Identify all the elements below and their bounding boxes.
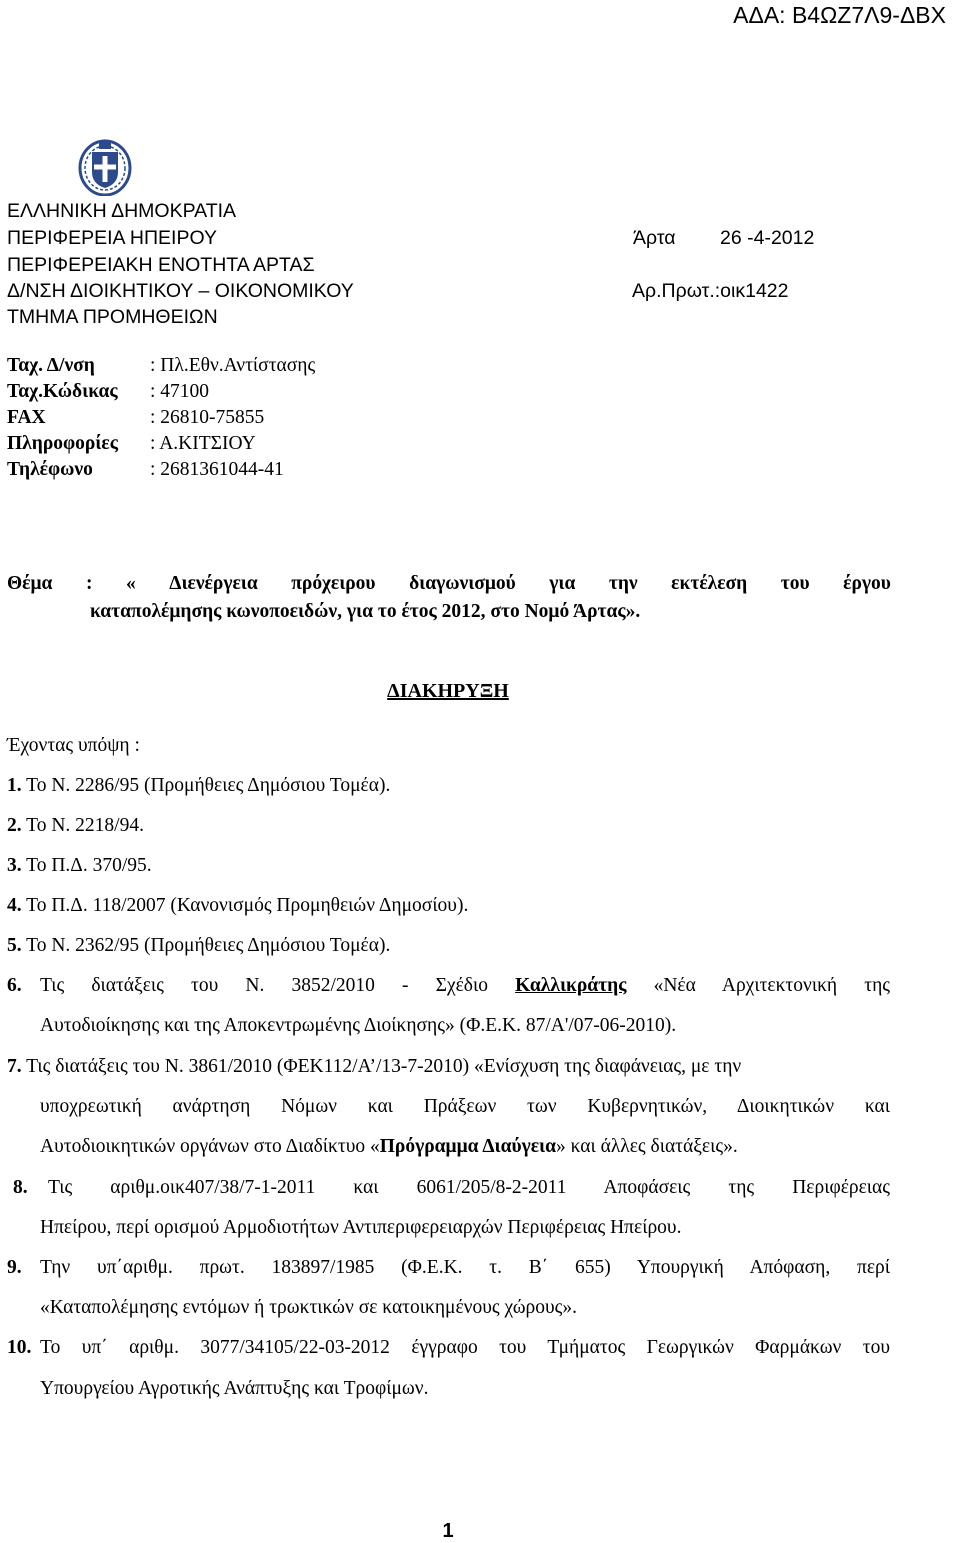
subject-word: « xyxy=(125,573,136,594)
item-text: «Νέα Αρχιτεκτονική της xyxy=(626,975,890,996)
subject-line-1 xyxy=(7,570,891,598)
list-item-2 xyxy=(7,815,144,837)
item-9-line-2: «Καταπολέμησης εντόμων ή τρωκτικών σε κατοικημένους χώρους». xyxy=(40,1297,578,1318)
header-line-4: Δ/ΝΣΗ ΔΙΟΙΚΗΤΙΚΟΥ – ΟΙΚΟΝΟΜΙΚΟΥ xyxy=(7,280,354,302)
ada-code: ΑΔΑ: Β4ΩΖ7Λ9-ΔΒΧ xyxy=(733,2,946,28)
info-label-phone: Τηλέφωνο xyxy=(7,459,93,480)
subject-word: του xyxy=(780,573,810,594)
header-line-3: ΠΕΡΙΦΕΡΕΙΑΚΗ ΕΝΟΤΗΤΑ ΑΡΤΑΣ xyxy=(7,254,315,276)
subject-word: την xyxy=(608,573,638,594)
item-number: 7. xyxy=(7,1056,22,1077)
info-value-fax: : 26810-75855 xyxy=(150,407,265,428)
subject xyxy=(7,570,891,626)
item-text: Το Π.Δ. 370/95. xyxy=(21,855,152,876)
item-text: Τις διατάξεις του Ν. 3852/2010 - Σχέδιο xyxy=(40,975,516,996)
subject-word: για xyxy=(549,573,576,594)
item-6-line-1 xyxy=(40,975,890,997)
considering-intro: Έχοντας υπόψη : xyxy=(7,735,140,756)
subject-word: Θέμα xyxy=(7,573,53,594)
item-6-line-2: Αυτοδιοίκησης και της Αποκεντρωμένης Διοίκησης» (Φ.Ε.Κ. 87/Α'/07-06-2010). xyxy=(40,1015,677,1036)
subject-word: εκτέλεση xyxy=(671,573,748,594)
item-text: Το Ν. 2218/94. xyxy=(21,815,144,836)
greek-emblem-icon xyxy=(78,138,132,196)
item-7-line-1 xyxy=(7,1056,741,1078)
item-number: 9. xyxy=(7,1257,22,1278)
item-number: 1. xyxy=(7,775,22,796)
item-text: » και άλλες διατάξεις». xyxy=(555,1136,738,1157)
subject-word: : xyxy=(85,573,93,594)
subject-line-2: καταπολέμησης κωνοποειδών, για το έτος 2012, στο Νομό Άρτας». xyxy=(90,601,641,622)
item-10-line-2: Υπουργείου Αγροτικής Ανάπτυξης και Τροφίμων. xyxy=(40,1378,429,1399)
info-value-phone: : 2681361044-41 xyxy=(150,459,284,480)
info-label-fax: FAX xyxy=(7,407,46,428)
item-10-line-1: Το υπ΄ αριθμ. 3077/34105/22-03-2012 έγγραφο του Τμήματος Γεωργικών Φαρμάκων του xyxy=(40,1337,890,1358)
diavgeia-program: Πρόγραμμα Διαύγεια xyxy=(379,1136,556,1157)
header-line-5: ΤΜΗΜΑ ΠΡΟΜΗΘΕΙΩΝ xyxy=(7,306,218,328)
item-number: 5. xyxy=(7,935,22,956)
subject-word: διαγωνισμού xyxy=(409,573,516,594)
item-8-line-1: Τις αριθμ.οικ407/38/7-1-2011 και 6061/205/8-2-2011 Αποφάσεις της Περιφέρειας xyxy=(48,1177,890,1198)
item-number: 3. xyxy=(7,855,22,876)
item-text: Το Ν. 2286/95 (Προμήθειες Δημόσιου Τομέα). xyxy=(21,775,391,796)
header-date: 26 -4-2012 xyxy=(720,227,815,249)
info-value-contact: : Α.ΚΙΤΣΙΟΥ xyxy=(150,433,256,454)
info-label-contact: Πληροφορίες xyxy=(7,433,118,454)
item-7-line-3 xyxy=(40,1136,738,1158)
item-number: 10. xyxy=(7,1337,32,1358)
list-item-1 xyxy=(7,775,390,797)
contact-info xyxy=(0,355,500,495)
subject-word: έργου xyxy=(843,573,891,594)
item-7-line-2: υποχρεωτική ανάρτηση Νόμων και Πράξεων των Κυβερνητικών, Διοικητικών και xyxy=(40,1096,890,1117)
info-value-address: : Πλ.Εθν.Αντίστασης xyxy=(150,355,316,376)
info-label-address: Ταχ. Δ/νση xyxy=(7,355,95,376)
header-place: Άρτα xyxy=(633,227,676,249)
header-line-2: ΠΕΡΙΦΕΡΕΙΑ ΗΠΕΙΡΟΥ xyxy=(7,227,217,249)
list-item-5 xyxy=(7,935,390,957)
item-text: Το Ν. 2362/95 (Προμήθειες Δημόσιου Τομέα). xyxy=(21,935,391,956)
item-8-line-2: Ηπείρου, περί ορισμού Αρμοδιοτήτων Αντιπεριφερειαρχών Περιφέρειας Ηπείρου. xyxy=(40,1217,682,1238)
subject-word: πρόχειρου xyxy=(291,573,376,594)
item-number: 6. xyxy=(7,975,22,996)
item-number: 4. xyxy=(7,895,22,916)
page-number: 1 xyxy=(442,1520,454,1542)
header-protocol: Αρ.Πρωτ.:οικ1422 xyxy=(632,280,789,302)
list-item-3 xyxy=(7,855,152,877)
document-title: ΔΙΑΚΗΡΥΞΗ xyxy=(387,680,509,702)
item-number: 8. xyxy=(13,1177,28,1198)
kallikratis-link: Καλλικράτης xyxy=(515,975,627,996)
info-value-postcode: : 47100 xyxy=(150,381,210,402)
item-text: Τις διατάξεις του Ν. 3861/2010 (ΦΕΚ112/Α’/13-7-2010) «Ενίσχυση της διαφάνειας, με την xyxy=(21,1056,742,1077)
subject-word: Διενέργεια xyxy=(169,573,258,594)
item-number: 2. xyxy=(7,815,22,836)
item-9-line-1: Την υπ΄αριθμ. πρωτ. 183897/1985 (Φ.Ε.Κ. τ. Β΄ 655) Υπουργική Απόφαση, περί xyxy=(40,1257,890,1278)
header-line-1: ΕΛΛΗΝΙΚΗ ΔΗΜΟΚΡΑΤΙΑ xyxy=(7,200,237,222)
item-text: Το Π.Δ. 118/2007 (Κανονισμός Προμηθειών Δημοσίου). xyxy=(21,895,469,916)
list-item-4 xyxy=(7,895,468,917)
item-text: Αυτοδιοικητικών οργάνων στο Διαδίκτυο « xyxy=(40,1136,380,1157)
info-label-postcode: Ταχ.Κώδικας xyxy=(7,381,118,402)
